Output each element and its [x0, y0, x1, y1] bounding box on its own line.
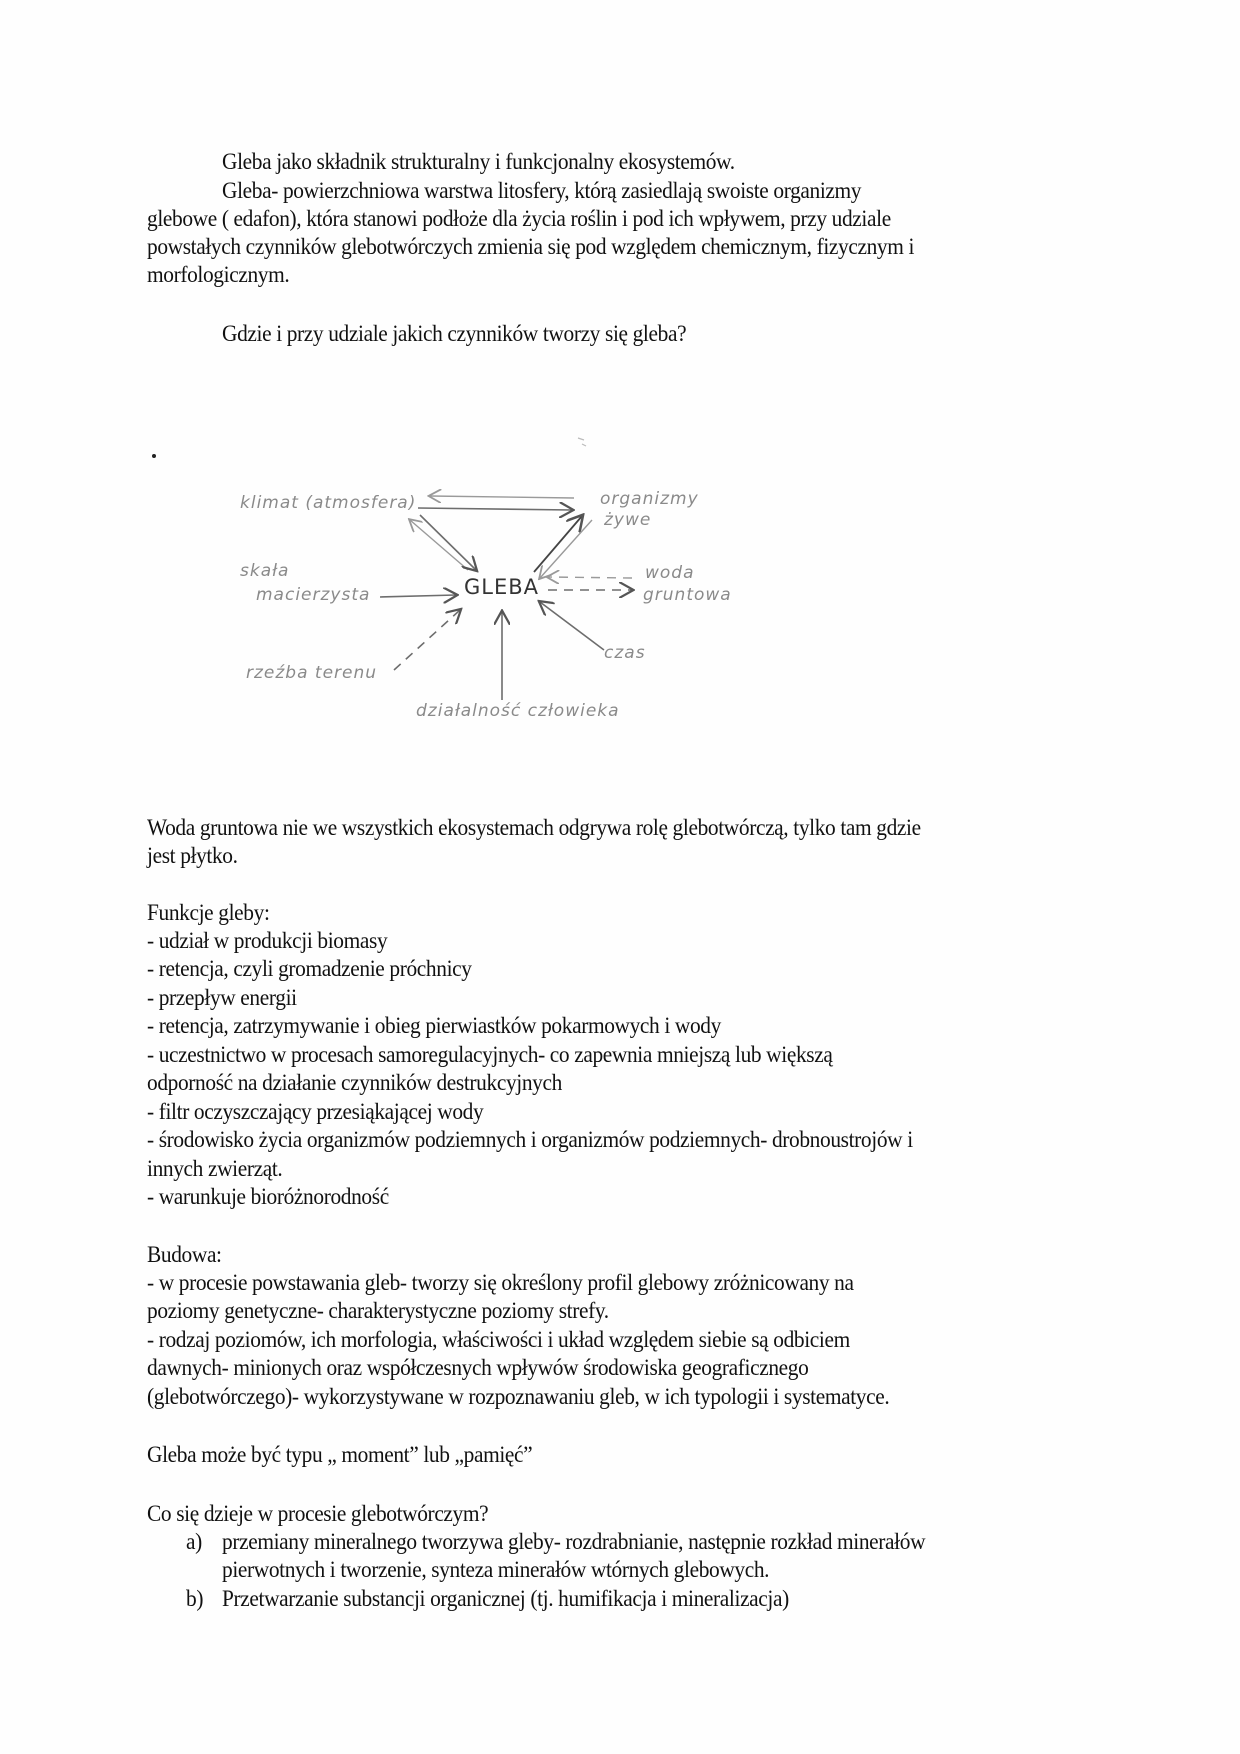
process-question: Co się dzieje w procesie glebotwórczym?: [147, 1501, 489, 1526]
functions-item: - warunkuje bioróżnorodność: [147, 1184, 389, 1209]
functions-item: - retencja, zatrzymywanie i obieg pierwiastków pokarmowych i wody: [147, 1013, 721, 1038]
functions-item: - filtr oczyszczający przesiąkającej wody: [147, 1099, 484, 1124]
process-item-text-continuation: pierwotnych i tworzenie, synteza minerałów wtórnych glebowych.: [222, 1557, 770, 1582]
functions-heading: Funkcje gleby:: [147, 900, 270, 925]
factor-water-label-1: woda: [645, 563, 695, 583]
structure-heading: Budowa:: [147, 1242, 222, 1267]
arrow-organisms-to-gleba: [540, 520, 592, 578]
factor-human-label: działalność człowieka: [416, 701, 620, 721]
arrow-gleba-to-organisms: [534, 516, 582, 572]
stray-dot: [152, 454, 156, 458]
structure-item: - w procesie powstawania gleb- tworzy się określony profil glebowy zróżnicowany na: [147, 1270, 854, 1295]
arrow-climate-to-gleba: [420, 515, 476, 570]
arrow-water-to-gleba: [548, 577, 632, 578]
functions-item: - środowisko życia organizmów podziemnych i organizmów podziemnych- drobnoustrojów i: [147, 1127, 913, 1152]
factor-water-label-2: gruntowa: [643, 585, 732, 605]
arrow-gleba-to-climate: [410, 520, 468, 570]
structure-item-continuation: poziomy genetyczne- charakterystyczne poziomy strefy.: [147, 1298, 609, 1323]
arrow-rock-to-gleba: [380, 595, 456, 597]
functions-item: - udział w produkcji biomasy: [147, 928, 388, 953]
process-item-marker: a): [186, 1529, 202, 1554]
functions-item: - przepływ energii: [147, 985, 297, 1010]
document-title: Gleba jako składnik strukturalny i funkcjonalny ekosystemów.: [222, 149, 735, 174]
structure-item: - rodzaj poziomów, ich morfologia, właściwości i układ względem siebie są odbiciem: [147, 1327, 850, 1352]
factor-rock-label-2: macierzysta: [256, 585, 371, 605]
arrow-organisms-to-climate: [430, 496, 574, 498]
functions-item-continuation: odporność na działanie czynników destrukcyjnych: [147, 1070, 562, 1095]
factor-rock-label-1: skała: [240, 561, 290, 581]
factor-time-label: czas: [604, 643, 646, 663]
structure-item-continuation: dawnych- minionych oraz współczesnych wpływów środowiska geograficznego: [147, 1355, 809, 1380]
process-item-marker: b): [186, 1586, 204, 1611]
factor-organisms-label-1: organizmy: [600, 489, 699, 509]
arrow-climate-to-organisms: [418, 508, 572, 510]
arrow-time-to-gleba: [540, 602, 604, 650]
definition-line: powstałych czynników glebotwórczych zmienia się pod względem chemicznym, fizycznym i: [147, 234, 915, 259]
factor-relief-label: rzeźba terenu: [246, 663, 378, 683]
soil-type-note: Gleba może być typu „ moment” lub „pamięć”: [147, 1442, 533, 1467]
groundwater-note-line: jest płytko.: [147, 843, 238, 868]
process-item-text: przemiany mineralnego tworzywa gleby- rozdrabnianie, następnie rozkład minerałów: [222, 1529, 926, 1554]
functions-item-continuation: innych zwierząt.: [147, 1156, 283, 1181]
factor-organisms-label-2: żywe: [604, 510, 652, 530]
definition-line: morfologicznym.: [147, 262, 290, 287]
groundwater-note-line: Woda gruntowa nie we wszystkich ekosystemach odgrywa rolę glebotwórczą, tylko tam gdzie: [147, 815, 921, 840]
definition-line: glebowe ( edafon), która stanowi podłoże dla życia roślin i pod ich wpływem, przy udziale: [147, 206, 891, 231]
structure-item-continuation: (glebotwórczego)- wykorzystywane w rozpoznawaniu gleb, w ich typologii i systematyce.: [147, 1384, 890, 1409]
functions-item: - uczestnictwo w procesach samoregulacyjnych- co zapewnia mniejszą lub większą: [147, 1042, 833, 1067]
question-heading: Gdzie i przy udziale jakich czynników tworzy się gleba?: [222, 321, 687, 346]
arrow-relief-to-gleba: [394, 610, 460, 670]
diagram-center-gleba: GLEBA: [464, 575, 540, 599]
definition-line: Gleba- powierzchniowa warstwa litosfery, którą zasiedlają swoiste organizmy: [222, 178, 862, 203]
process-item-text: Przetwarzanie substancji organicznej (tj. humifikacja i mineralizacja): [222, 1586, 789, 1611]
functions-item: - retencja, czyli gromadzenie próchnicy: [147, 956, 472, 981]
factor-climate-label: klimat (atmosfera): [240, 493, 417, 513]
